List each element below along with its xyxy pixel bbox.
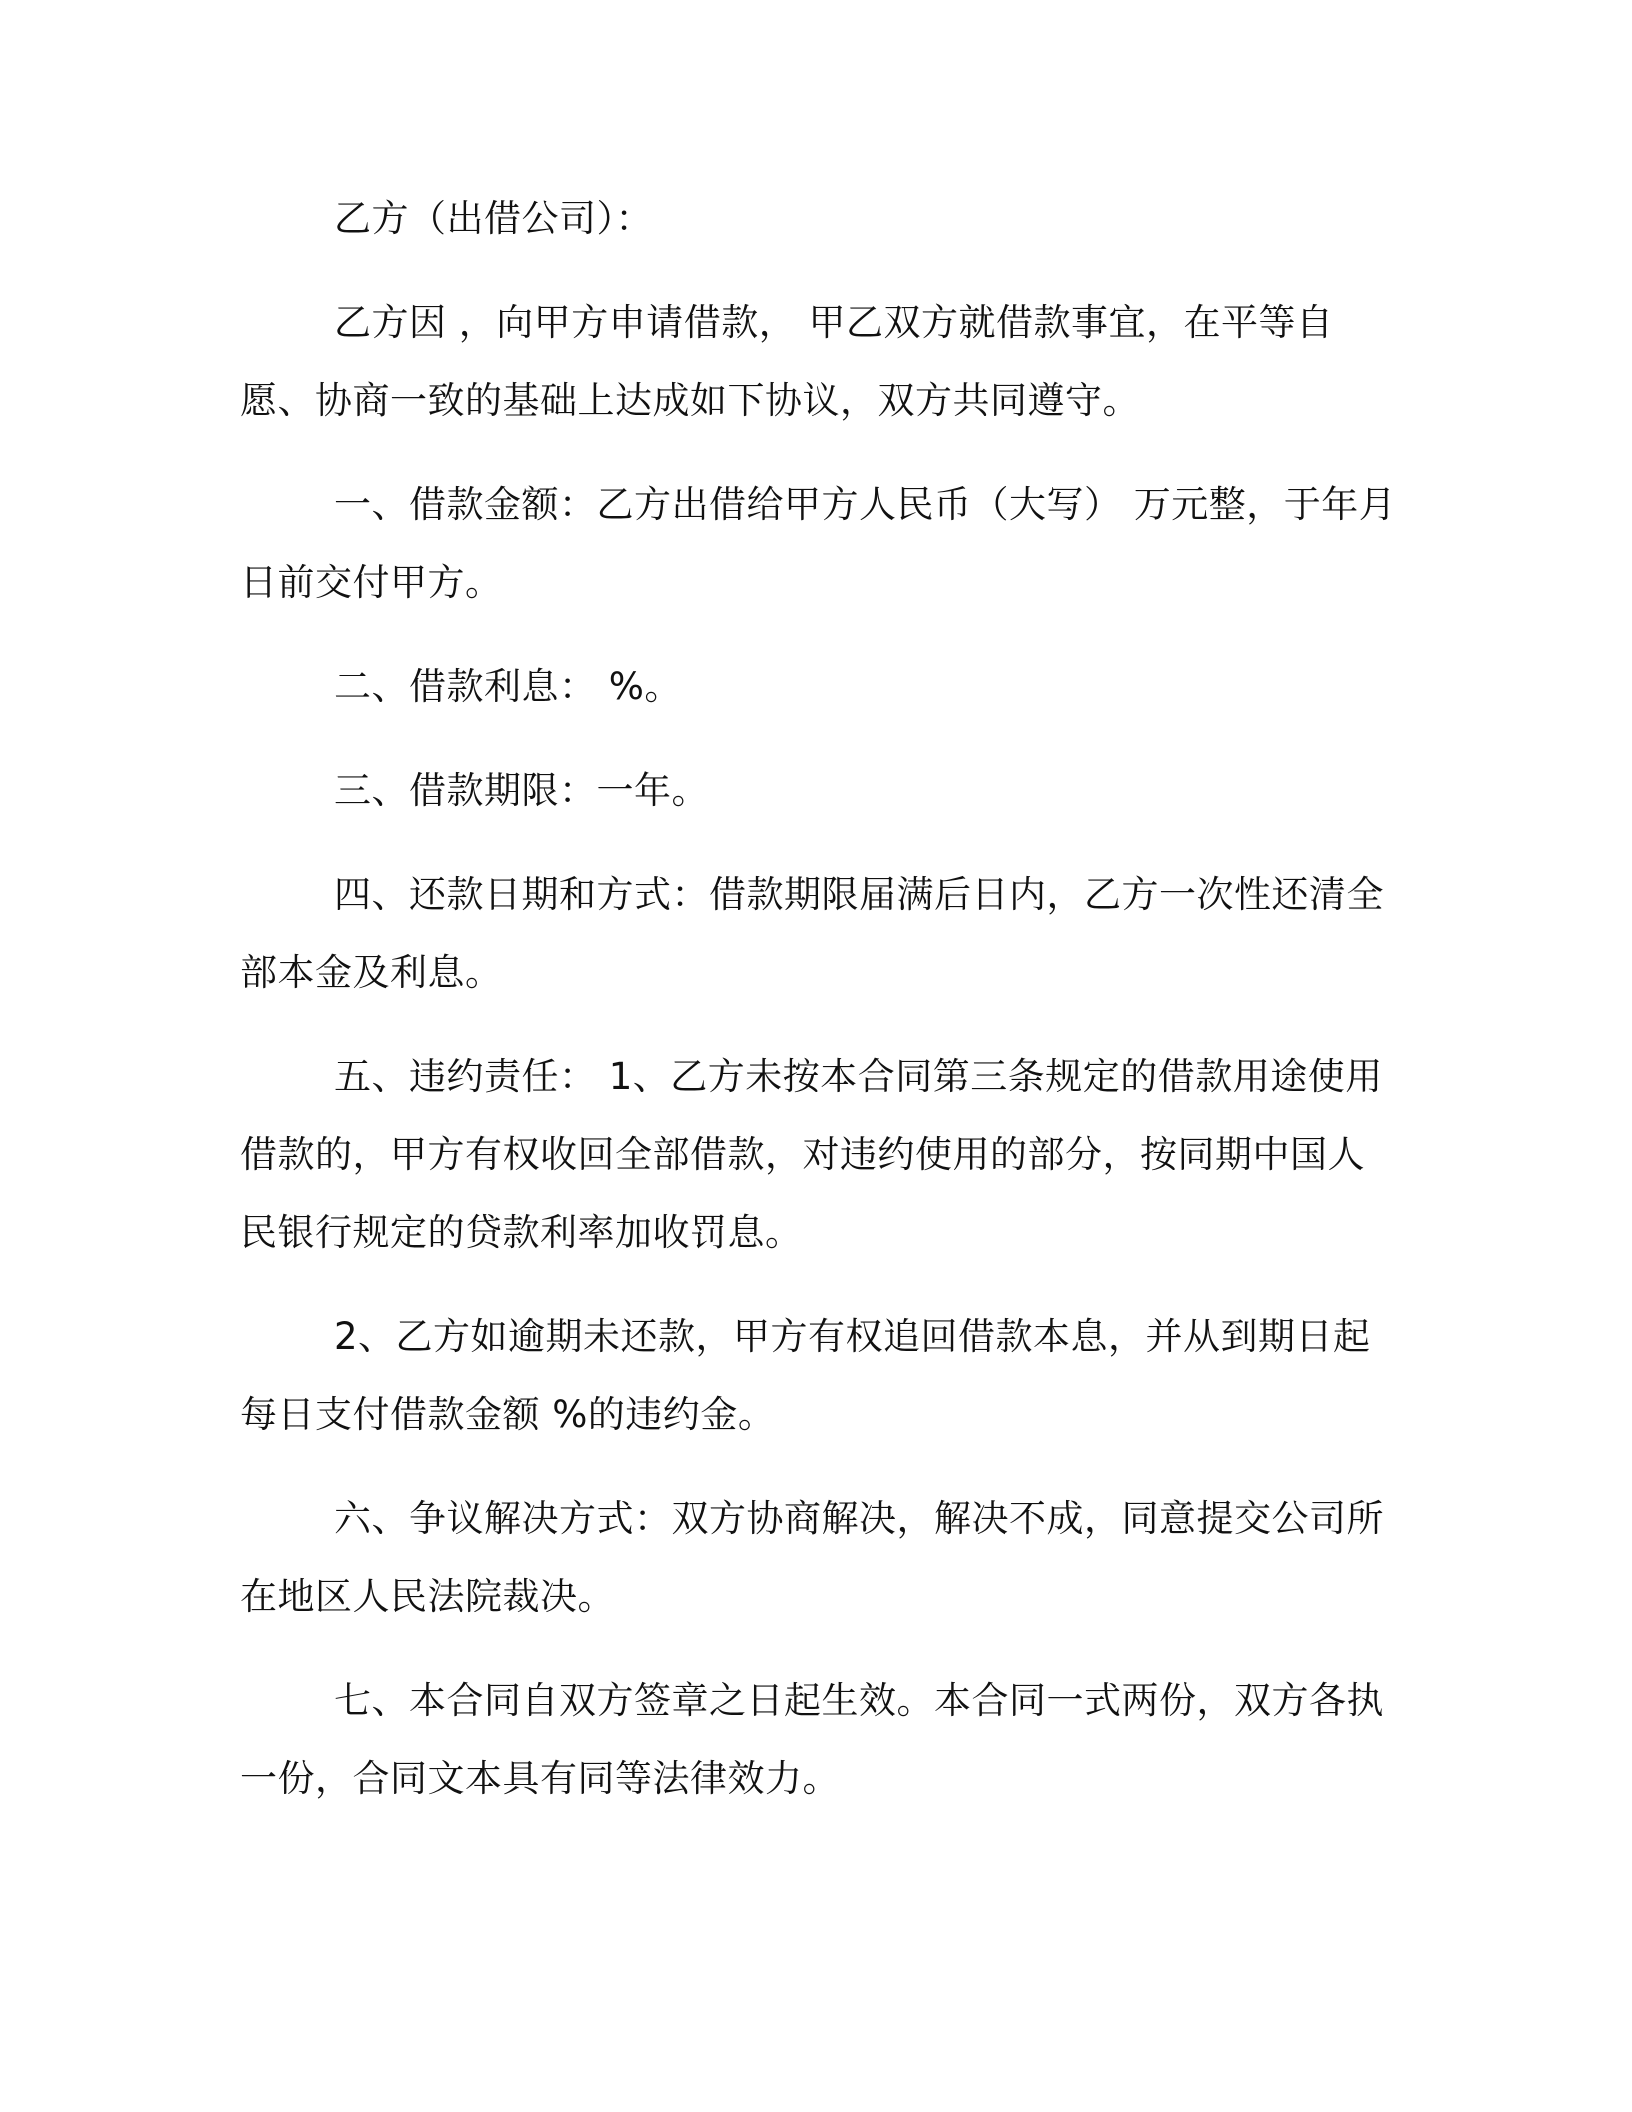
- document-page: [240, 180, 1400, 1844]
- clause-dispute-resolution: 六、争议解决方式：双方协商解决，解决不成，同意提交公司所在地区人民法院裁决。: [240, 1497, 1384, 1618]
- party-b-line: 乙方（出借公司）：: [334, 197, 653, 240]
- clause-loan-term: 三、借款期限：一年。: [334, 769, 709, 812]
- clause-loan-interest: 二、借款利息： %。: [334, 665, 682, 708]
- clause-loan-amount: 一、借款金额：乙方出借给甲方人民币（大写） 万元整，于年月日前交付甲方。: [240, 483, 1397, 604]
- clause-liability-2: 2、乙方如逾期未还款，甲方有权追回借款本息，并从到期日起每日支付借款金额 %的违约金。: [240, 1315, 1371, 1436]
- clause-repayment: 四、还款日期和方式：借款期限届满后日内，乙方一次性还清全部本金及利息。: [240, 873, 1384, 994]
- clause-effectiveness: 七、本合同自双方签章之日起生效。本合同一式两份，双方各执一份，合同文本具有同等法律效力。: [240, 1679, 1384, 1800]
- clause-liability-1: 五、违约责任： 1、乙方未按本合同第三条规定的借款用途使用借款的，甲方有权收回全部借款，对违约使用的部分，按同期中国人民银行规定的贷款利率加收罚息。: [240, 1055, 1383, 1254]
- preamble-paragraph: 乙方因 ，向甲方申请借款， 甲乙双方就借款事宜，在平等自愿、协商一致的基础上达成如下协议，双方共同遵守。: [240, 301, 1334, 422]
